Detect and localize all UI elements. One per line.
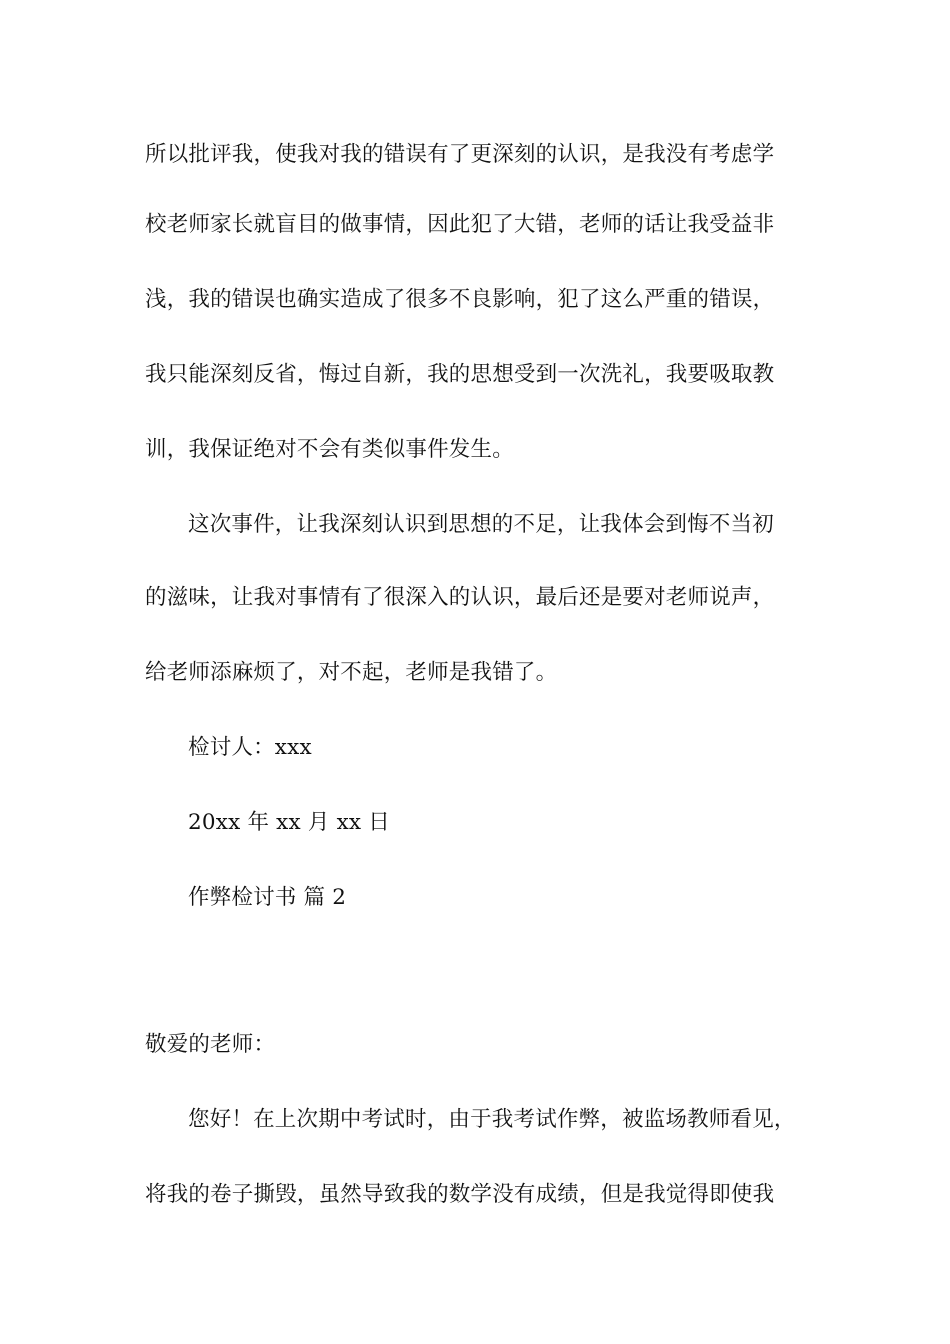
date-line: 20xx 年 xx 月 xx 日	[188, 810, 390, 835]
salutation: 敬爱的老师：	[145, 1032, 276, 1057]
paragraph-line: 将我的卷子撕毁，虽然导致我的数学没有成绩，但是我觉得即使我	[145, 1182, 775, 1207]
paragraph-line: 这次事件，让我深刻认识到思想的不足，让我体会到悔不当初	[188, 512, 774, 537]
paragraph-line: 给老师添麻烦了，对不起，老师是我错了。	[145, 660, 558, 685]
paragraph-line: 我只能深刻反省，悔过自新，我的思想受到一次洗礼，我要吸取教	[145, 362, 775, 387]
section-heading: 作弊检讨书 篇 2	[188, 885, 347, 910]
paragraph-line: 的滋味，让我对事情有了很深入的认识，最后还是要对老师说声，	[145, 585, 775, 610]
paragraph-line: 您好！在上次期中考试时，由于我考试作弊，被监场教师看见，	[188, 1107, 796, 1132]
paragraph-line: 校老师家长就盲目的做事情，因此犯了大错，老师的话让我受益非	[145, 212, 775, 237]
signature-line: 检讨人：xxx	[188, 735, 312, 760]
paragraph-line: 所以批评我，使我对我的错误有了更深刻的认识，是我没有考虑学	[145, 142, 775, 167]
paragraph-line: 训，我保证绝对不会有类似事件发生。	[145, 437, 514, 462]
paragraph-line: 浅，我的错误也确实造成了很多不良影响，犯了这么严重的错误，	[145, 287, 775, 312]
